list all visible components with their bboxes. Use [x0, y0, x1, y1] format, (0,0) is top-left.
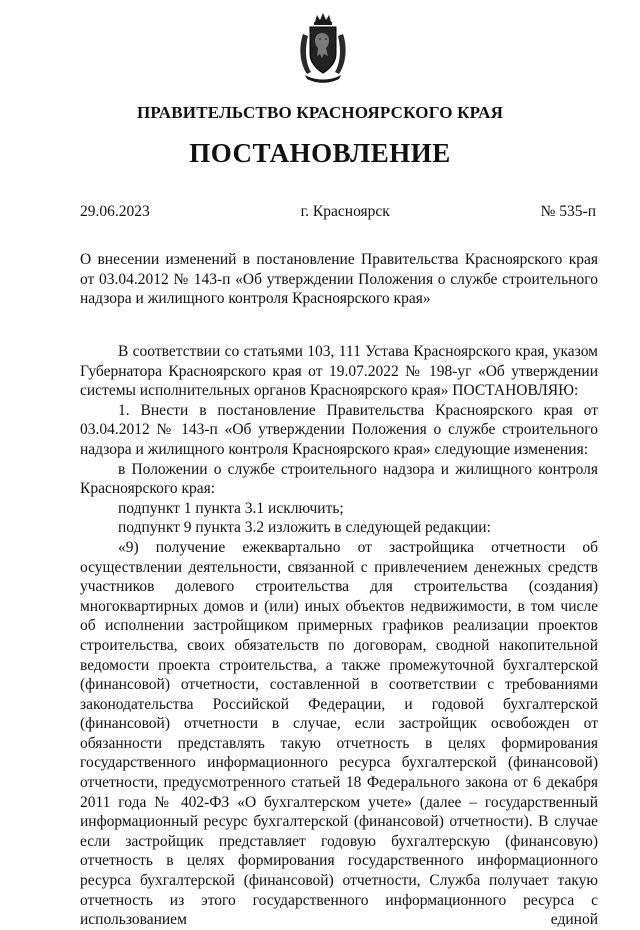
regulation-intro-paragraph: в Положении о службе строительного надзора и жилищного контроля Красноярского края: — [80, 460, 598, 498]
document-subject — [80, 250, 598, 309]
document-type: ПОСТАНОВЛЕНИЕ — [189, 138, 451, 168]
subclause-exclude-paragraph: подпункт 1 пункта 3.1 исключить; — [118, 499, 344, 517]
document-meta — [80, 203, 596, 221]
preamble-paragraph: В соответствии со статьями 103, 111 Устава Красноярского края, указом Губернатора Красноярского края от 19.07.2022 № 198-уг «Об утверждении системы исполнительных органов Красноярского края» ПОСТАНОВЛЯЮ: — [80, 343, 598, 400]
document-number: № 535-п — [540, 203, 596, 220]
subject-text: О внесении изменений в постановление Правительства Красноярского края от 03.04.2012 № 143-п «Об утверждении Положения о службе строительного надзора и жилищного контроля Красноярского края» — [80, 251, 598, 308]
document-body — [80, 342, 598, 930]
coat-of-arms-icon — [297, 12, 349, 84]
subclause-9-paragraph: «9) получение ежеквартально от застройщика отчетности об осуществлении деятельности, связанной с привлечением денежных средств участников долевого строительства для строительства (создания) многоквартирных домов и (или) иных объектов недвижимости, в том числе об исполнении застройщиком примерных графиков реализации проектов строительства, своих обязательств по договорам, сводной накопительной ведомости проекта строительства, а также промежуточной бухгалтерской (финансовой) отчетности, составленной в соответствии с требованиями законодательства Российской Федерации, и годовой бухгалтерской (финансовой) отчетности в случае, если застройщик освобожден от обязанности представлять такую отчетность в целях формирования государственного информационного ресурса бухгалтерской (финансовой) отчетности, предусмотренного статьей 18 Федерального закона от 6 декабря 2011 года № 402-ФЗ «О бухгалтерском учете» (далее – государственный информационный ресурс бухгалтерской (финансовой) отчетности). В случае если застройщик представляет годовую бухгалтерскую (финансовую) отчетность в целях формирования государственного информационного ресурса бухгалтерской (финансовой) отчетности, Служба получает такую отчетность из этого государственного информационного ресурса с использованием единой — [80, 538, 598, 929]
document-date: 29.06.2023 — [80, 203, 150, 220]
clause-1-paragraph: 1. Внести в постановление Правительства Красноярского края от 03.04.2012 № 143-п «Об утверждении Положения о службе строительного надзора и жилищного контроля Красноярского края» следующие изменения: — [80, 401, 598, 458]
government-name: ПРАВИТЕЛЬСТВО КРАСНОЯРСКОГО КРАЯ — [136, 103, 504, 122]
document-city: г. Красноярск — [300, 203, 390, 220]
subclause-restate-paragraph: подпункт 9 пункта 3.2 изложить в следующей редакции: — [118, 519, 491, 537]
